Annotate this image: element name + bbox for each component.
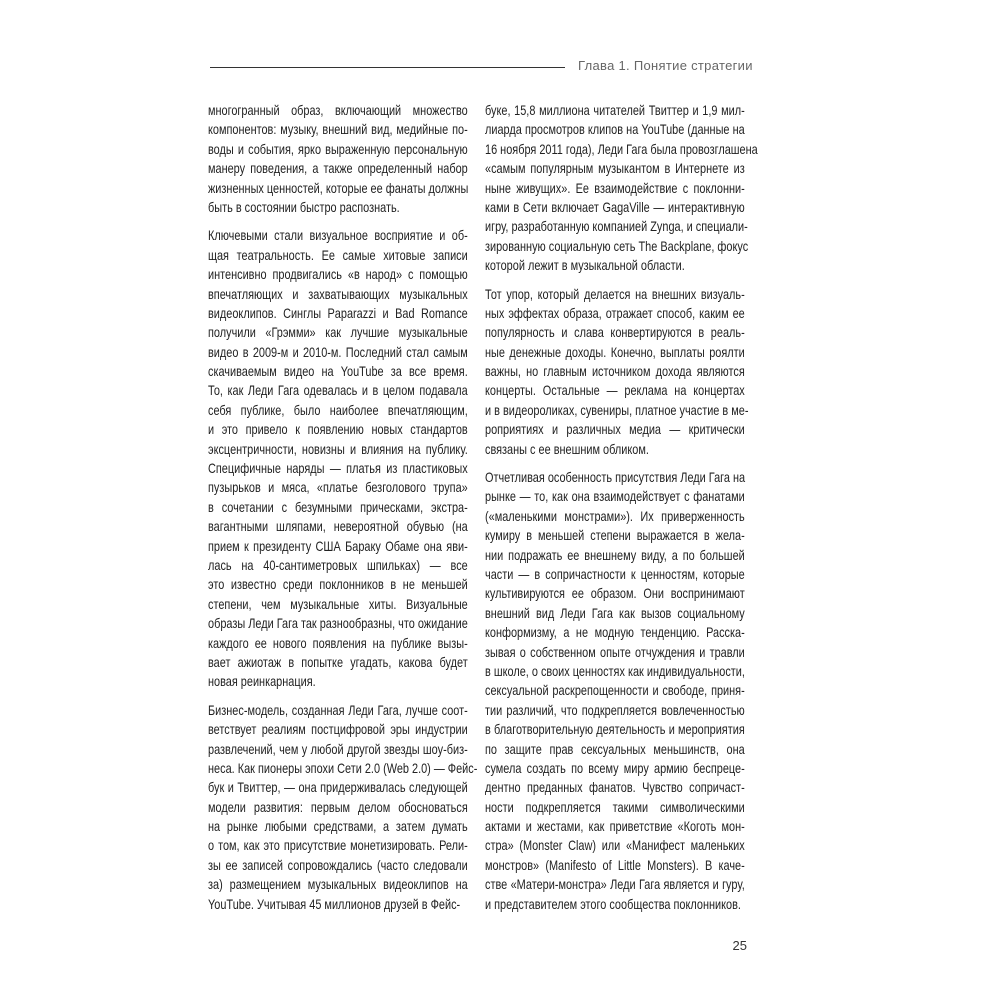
- paragraph: [208, 701, 478, 914]
- text-line: по защите прав сексуальных меньшинств, она: [485, 740, 745, 757]
- text-line: интенсивно продвигались «в народ» с помощью: [208, 266, 468, 283]
- text-line: тии различий, что подкрепляется вовлеченностью: [485, 701, 745, 718]
- text-line: буке, 15,8 миллиона читателей Твиттер и 1,9 мил-: [485, 102, 745, 118]
- paragraph: [485, 468, 745, 914]
- text-line: Тот упор, который делается на внешних визуаль-: [485, 285, 745, 302]
- text-line: игру, разработанную компанией Zynga, и специали-: [485, 218, 748, 235]
- text-line: части — в сопричастности к ценностям, которые: [485, 565, 745, 582]
- text-line: и в видеороликах, сувениры, платное участие в ме-: [485, 401, 749, 418]
- text-line: конформизму, а не модную тенденцию. Расска-: [485, 624, 745, 641]
- text-line: жизненных ценностей, которые ее фанаты должны: [208, 179, 469, 196]
- paragraph: [208, 101, 468, 217]
- text-line: сумела создать по всему миру армию беспреце-: [485, 759, 745, 776]
- text-line: бук и Твиттер, — она придерживалась следующей: [208, 779, 468, 796]
- text-line: рынке — то, как она взаимодействует с фанатами: [485, 488, 745, 505]
- text-line: роприятиях и различных медиа — критически: [485, 421, 745, 438]
- text-line: впечатляющих и захватывающих музыкальных: [208, 285, 468, 302]
- text-line: видеоклипов. Синглы Paparazzi и Bad Romance: [208, 304, 468, 321]
- text-line: это известно среди поклонников в не меньшей: [208, 576, 468, 593]
- text-line: которой лежит в музыкальной области.: [485, 257, 685, 274]
- page-number: 25: [732, 938, 747, 953]
- text-line: 16 ноября 2011 года), Леди Гага была провозглашена: [485, 140, 758, 157]
- text-line: манеру поведения, а также определенный набор: [208, 160, 468, 177]
- text-line: прием к президенту США Бараку Обаме она яви-: [208, 537, 468, 554]
- text-column-left: [208, 101, 478, 923]
- text-line: ками в Сети включает GagaVille — интерактивную: [485, 198, 745, 215]
- text-line: зированную социальную сеть The Backplane, фокус: [485, 237, 749, 254]
- text-line: и это привело к появлению новых стандартов: [208, 421, 468, 438]
- text-line: образы Леди Гага так разнообразны, что ожидание: [208, 615, 468, 632]
- text-line: актами и жестами, как приветствие «Коготь мон-: [485, 818, 745, 835]
- text-line: То, как Леди Гага одевалась и в целом подавала: [208, 382, 468, 399]
- text-line: неса. Как пионеры эпохи Сети 2.0 (Web 2.0) — Фейс-: [208, 759, 478, 776]
- text-line: «самым популярным музыкантом в Интернете из: [485, 160, 745, 177]
- text-line: Специфичные наряды — платья из пластиковых: [208, 460, 468, 477]
- text-line: степени, чем музыкальные хиты. Визуальные: [208, 595, 468, 612]
- text-line: ных эффектах образа, отражает способ, каким ее: [485, 304, 745, 321]
- text-line: ветствует реалиям постцифровой эры индустрии: [208, 721, 468, 738]
- text-line: скачиваемым видео на YouTube за все время.: [208, 363, 468, 380]
- text-line: важны, но главным источником дохода являются: [485, 363, 745, 380]
- text-line: в сочетании с безумными прическами, экстра-: [208, 498, 468, 515]
- text-line: о том, как это присутствие монетизировать. Рели-: [208, 837, 468, 854]
- text-line: Бизнес-модель, созданная Леди Гага, лучше соот-: [208, 701, 468, 718]
- text-line: дентно преданных фанатов. Чувство сопричаст-: [485, 779, 745, 796]
- paragraph: [208, 226, 468, 691]
- text-line: за) размещением музыкальных видеоклипов на: [208, 876, 468, 893]
- text-line: в благотворительную деятельность и мероприятия: [485, 721, 745, 738]
- text-line: зывая о собственном опыте отчуждения и травли: [485, 643, 745, 660]
- text-line: каждого ее нового появления на публике вызы-: [208, 634, 468, 651]
- text-line: внешний вид Леди Гага как вызов социальному: [485, 604, 745, 621]
- paragraph: [485, 285, 749, 460]
- text-line: («маленькими монстрами»). Их приверженность: [485, 507, 745, 524]
- text-line: в школе, о своих ценностях как индивидуальности,: [485, 662, 745, 679]
- text-line: Ключевыми стали визуальное восприятие и об-: [208, 227, 468, 244]
- text-line: быть в состоянии быстро распознать.: [208, 198, 400, 215]
- running-header-chapter-title: Глава 1. Понятие стратегии: [578, 58, 753, 73]
- text-line: популярность и слава конвертируются в реаль-: [485, 324, 745, 341]
- text-line: ныне живущих». Ее взаимодействие с поклонни-: [485, 179, 745, 196]
- text-line: ности подкрепляется такими символическими: [485, 798, 745, 815]
- text-line: видео в 2009-м и 2010-м. Последний стал самым: [208, 343, 468, 360]
- text-line: пузырьков и мяса, «платье безголового трупа»: [208, 479, 468, 496]
- text-line: сексуальной раскрепощенности и свободе, приня-: [485, 682, 745, 699]
- text-line: новая реинкарнация.: [208, 673, 316, 690]
- text-line: воды и события, ярко выраженную персональную: [208, 140, 468, 157]
- text-line: кумиру в меньшей степени выражается в жела-: [485, 527, 745, 544]
- text-line: модели развития: первым делом обосноваться: [208, 798, 468, 815]
- text-line: получили «Грэмми» как лучшие музыкальные: [208, 324, 468, 341]
- text-line: и представителем этого сообщества поклонников.: [485, 895, 741, 912]
- text-line: YouTube. Учитывая 45 миллионов друзей в Фейс-: [208, 895, 461, 912]
- text-line: вает ажиотаж в попытке угадать, какова будет: [208, 653, 468, 670]
- text-line: Отчетливая особенность присутствия Леди Гага на: [485, 469, 746, 486]
- text-line: вагантными шляпами, невероятной обувью (на: [208, 518, 468, 535]
- text-line: лиарда просмотров клипов на YouTube (данные на: [485, 121, 745, 138]
- text-line: развлечений, чем у любой другой звезды шоу-биз-: [208, 740, 468, 757]
- text-line: стра» (Monster Claw) или «Манифест маленьких: [485, 837, 745, 854]
- text-line: монстров» (Manifesto of Little Monsters). В каче-: [485, 856, 745, 873]
- header-rule: [210, 67, 565, 68]
- text-line: концерты. Остальные — реклама на концертах: [485, 382, 745, 399]
- text-line: эксцентричности, новизны и влияния на публику.: [208, 440, 468, 457]
- paragraph: [485, 101, 758, 276]
- text-line: щая театральность. Ее самые хитовые записи: [208, 246, 468, 263]
- text-line: многогранный образ, включающий множество: [208, 102, 468, 118]
- text-column-right: [485, 101, 758, 923]
- text-line: связаны с ее внешним обликом.: [485, 440, 649, 457]
- text-line: ные денежные доходы. Конечно, выплаты роялти: [485, 343, 745, 360]
- text-line: компонентов: музыку, внешний вид, медийные по-: [208, 121, 468, 138]
- text-line: нии подражать ее внешнему виду, а по большей: [485, 546, 745, 563]
- text-line: себя публике, было наиболее впечатляющим,: [208, 401, 468, 418]
- text-line: культивируются ее образом. Они воспринимают: [485, 585, 745, 602]
- text-line: на рынке любыми средствами, а затем думать: [208, 818, 468, 835]
- text-line: стве «Матери-монстра» Леди Гага является и гуру,: [485, 876, 745, 893]
- text-line: зы ее записей сопровождались (часто следовали: [208, 856, 468, 873]
- text-line: лась на 40-сантиметровых шпильках) — все: [208, 556, 468, 573]
